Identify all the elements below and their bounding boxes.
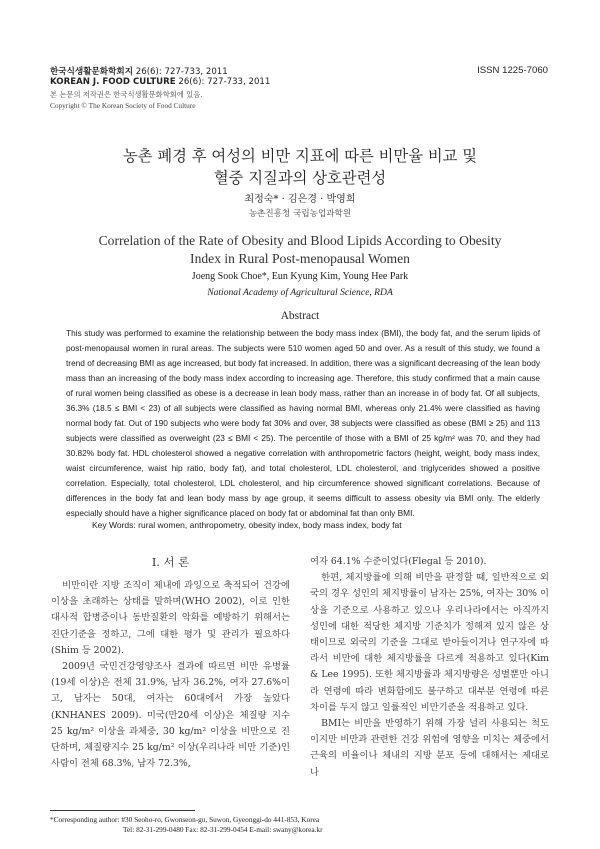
journal-name-ko: 한국식생활문화학회지 — [50, 67, 134, 77]
footnote-contact: Tel: 82-31-299-0480 Fax: 82-31-299-0454 E-mail: swany@korea.kr — [123, 825, 323, 834]
paragraph: BMI는 비만을 반영하기 위해 가장 널리 사용되는 척도이지만 비만과 관련한 건강 위험에 영향을 미치는 체중에서 근육의 비율이나 체내의 지방 분포 등에 대해서는 제대로 나 — [310, 718, 549, 778]
journal-name-en: KOREAN J. FOOD CULTURE — [50, 77, 176, 87]
paragraph: 한편, 체지방률에 의해 비만을 판정할 때, 일반적으로 외국의 경우 성인의 체지방률이 남자는 25%, 여자는 30% 이상을 기준으로 사용하고 있으나 우리나라에서는 아직까지 성인에 대한 적당한 체지방 기준치가 정해져 있지 않은 상태이므로 외국의 기준을 그대로 받아들이거나 연구자에 따라서 비만에 대한 체지방률을 다르게 적용하고 있다(Kim & Lee 1995). 또한 체지방률과 체지방량은 성별뿐만 아니라 연령에 따라 변화함에도 불구하고 대부분 연령에 따른 차이를 두지 않고 일률적인 비만기준을 적용하고 있다. — [310, 572, 549, 713]
journal-header-ko — [50, 65, 228, 77]
title-en-line-2: Index in Rural Post-menopausal Women — [190, 251, 410, 266]
authors-en: Joeng Sook Choe*, Eun Kyung Kim, Young Hee Park — [191, 271, 409, 282]
footnote-divider — [50, 810, 195, 811]
paragraph: 2009년 국민건강영양조사 결과에 따르면 비만 유병률(19세 이상)은 전체 31.9%, 남자 36.2%, 여자 27.6%이고, 남자는 50대, 여자는 60대에서 가장 높았다(KNHANES 2009). 미국(만20세 이상)은 체질량 지수 25 kg/m² 이상을 과체중, 30 kg/m² 이상을 비만으로 진단하며, 체질량지수 25 kg/m² 이상(우리나라 비만 기준)인 사람이 전체 68.3%, 남자 72.3%, — [51, 661, 290, 770]
right-column — [310, 554, 549, 781]
paragraph: 비만이란 지방 조직이 체내에 과잉으로 축적되어 건강에 이상을 초래하는 상태를 말하며(WHO 2002), 이로 인한 대사적 합병증이나 동반질환의 악화를 예방하기 위해서는 진단기준을 정하고, 그에 대한 평가 및 관리가 필요하다(Shim 등 2002). — [51, 580, 290, 656]
title-en-line-1: Correlation of the Rate of Obesity and Blood Lipids According to Obesity — [98, 233, 502, 248]
copyright-ko: 본 논문의 저작권은 한국식생활문화학회에 있음. — [50, 90, 203, 99]
issn: ISSN 1225-7060 — [477, 65, 548, 76]
left-column — [51, 554, 290, 772]
section-heading-introduction: Ⅰ. 서 론 — [151, 555, 190, 569]
title-ko-line-2: 혈중 지질과의 상호관련성 — [213, 169, 387, 187]
journal-header-en — [50, 77, 270, 87]
copyright-en: Copyright © The Korean Society of Food Culture — [50, 101, 196, 110]
authors-ko: 최정숙* · 김은경 · 박영희 — [244, 194, 356, 205]
journal-cite-ko: 26(6): 727-733, 2011 — [135, 67, 228, 77]
affiliation-en: National Academy of Agricultural Science, RDA — [207, 287, 393, 298]
footnote-corresponding-author: *Corresponding author: #30 Seoho-ro, Gwonseon-gu, Suwon, Gyeonggi-do 441-853, Korea — [50, 815, 320, 824]
affiliation-ko: 농촌진흥청 국립농업과학원 — [248, 209, 352, 219]
abstract-heading: Abstract — [280, 310, 320, 322]
journal-cite-en: 26(6): 727-733, 2011 — [178, 77, 271, 87]
paragraph: 여자 64.1% 수준이었다(Flegal 등 2010). — [310, 556, 487, 567]
title-ko-line-1: 농촌 폐경 후 여성의 비만 지표에 따른 비만율 비교 및 — [122, 147, 478, 165]
keywords: Key Words: rural women, anthropometry, obesity index, body mass index, body fat — [92, 520, 402, 530]
abstract-text: This study was performed to examine the relationship between the body mass index (BMI), the body fat, and the serum lipids of post-menopausal women in rural areas. The subjects were 510 women aged 50 and over. As a result of this study, we found a trend of decreasing BMI as age increased, but body fat increased. In addition, there was a significant decreasing of the lean body mass than an increasing of the body mass index according to increasing age. Therefore, this study confirmed that a main cause of rural women being classified as obese is a decrease in lean body mass, rather than an increase in of body fat. Of all subjects, 36.3% (18.5 ≤ BMI < 23) of all subjects were classified as having normal BMI, whereas only 21.4% were classified as having normal body fat. Out of 190 subjects who were body fat 30% and over, 38 subjects were classified as obese (BMI ≥ 25) and 113 subjects were classified as overweight (23 ≤ BMI < 25). The percentile of those with a BMI of 25 kg/m² was 70, and they had 30.82% body fat. HDL cholesterol showed a negative correlation with anthropometric factors (height, weight, body mass index, waist circumference, waist hip ratio, body fat), and total cholesterol, LDL cholesterol, and triglycerides showed a positive correlation. Especially, total cholesterol, LDL cholesterol, and hip circumference showed significant correlations. Because of differences in the body fat and lean body mass by age group, it seems difficult to assess obesity via BMI only. The elderly especially should have a higher significance placed on body fat or abdominal fat than only BMI. — [66, 328, 540, 518]
